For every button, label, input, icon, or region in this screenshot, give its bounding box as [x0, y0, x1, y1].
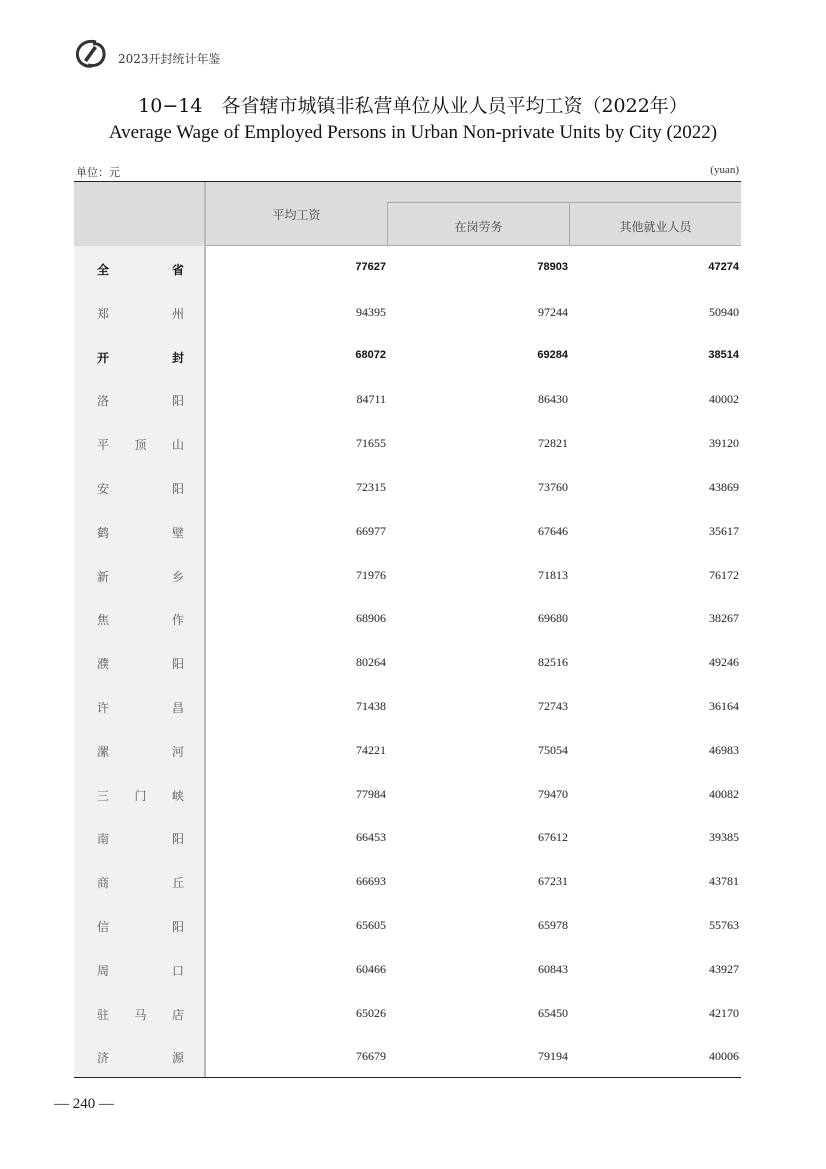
other-employed-cell: 43781 — [709, 874, 739, 889]
city-name-char: 新 — [97, 569, 110, 584]
city-name-char: 洛 — [97, 394, 110, 409]
average-wage-cell: 66453 — [356, 830, 386, 845]
other-employed-cell: 46983 — [709, 742, 739, 757]
city-name — [97, 830, 184, 847]
city-name-char: 平 — [97, 438, 110, 453]
city-name-char: 商 — [97, 876, 110, 891]
city-name-char: 源 — [171, 1051, 184, 1066]
average-wage-cell: 66977 — [356, 523, 386, 538]
other-employed-cell: 42170 — [709, 1005, 739, 1020]
city-name-char: 丘 — [171, 876, 184, 891]
city-name-char: 全 — [97, 263, 110, 277]
average-wage-cell: 80264 — [356, 655, 386, 670]
table-row — [74, 991, 741, 1035]
city-name-char: 阳 — [171, 394, 184, 409]
city-name-char: 驻 — [97, 1007, 110, 1022]
table-row — [74, 421, 741, 465]
other-employed-cell: 55763 — [709, 917, 739, 932]
other-employed-cell: 40082 — [709, 786, 739, 801]
subheader-rule — [387, 202, 741, 203]
city-name-char: 鹤 — [97, 525, 110, 540]
city-name — [97, 787, 184, 804]
city-name-char: 安 — [97, 481, 110, 496]
city-name-char: 许 — [97, 700, 110, 715]
city-name — [97, 1006, 184, 1023]
average-wage-cell: 65026 — [356, 1005, 386, 1020]
table-row — [74, 903, 741, 947]
city-name-char: 濮 — [97, 657, 110, 672]
table-row — [74, 596, 741, 640]
average-wage-cell: 68072 — [355, 348, 386, 361]
city-name-char: 店 — [171, 1007, 184, 1022]
city-name-char: 郑 — [97, 306, 110, 321]
on-post-cell: 86430 — [538, 392, 568, 407]
other-employed-cell: 35617 — [709, 523, 739, 538]
city-name — [97, 480, 184, 497]
average-wage-cell: 71438 — [356, 698, 386, 713]
on-post-cell: 71813 — [538, 567, 568, 582]
on-post-cell: 82516 — [538, 655, 568, 670]
city-name — [97, 611, 184, 628]
yearbook-logo-icon — [74, 38, 108, 70]
on-post-cell: 73760 — [538, 479, 568, 494]
city-name — [97, 962, 184, 979]
column-header-other-employed: 其他就业人员 — [619, 220, 692, 234]
on-post-cell: 67646 — [538, 523, 568, 538]
table-row — [74, 553, 741, 597]
unit-label-english: (yuan) — [710, 164, 739, 176]
other-employed-cell: 36164 — [709, 698, 739, 713]
table-row — [74, 947, 741, 991]
table-row — [74, 772, 741, 816]
table-row — [74, 859, 741, 903]
table-row — [74, 815, 741, 859]
city-name-char: 焦 — [97, 613, 110, 628]
city-name — [97, 524, 184, 541]
column-header-average-wage: 平均工资 — [272, 208, 321, 222]
city-name-char: 信 — [97, 919, 110, 934]
city-name-char: 阳 — [171, 832, 184, 847]
on-post-cell: 72821 — [538, 436, 568, 451]
city-name — [97, 655, 184, 672]
city-name-char: 州 — [171, 306, 184, 321]
average-wage-cell: 77627 — [355, 261, 386, 273]
city-name-char: 壁 — [171, 525, 184, 540]
column-header-on-post: 在岗劳务 — [454, 220, 503, 234]
city-name-char: 开 — [97, 350, 110, 365]
city-name-char: 山 — [171, 438, 184, 453]
table-row — [74, 684, 741, 728]
table-row — [74, 377, 741, 421]
city-name — [97, 392, 184, 409]
city-name — [97, 436, 184, 453]
average-wage-cell: 68906 — [356, 611, 386, 626]
table-row — [74, 465, 741, 509]
city-name — [97, 918, 184, 935]
city-name — [97, 743, 184, 760]
on-post-cell: 60843 — [538, 961, 568, 976]
city-name — [97, 1049, 184, 1066]
average-wage-cell: 71655 — [356, 436, 386, 451]
table-row — [74, 728, 741, 772]
city-name-char: 马 — [134, 1007, 147, 1022]
city-name-char: 作 — [171, 613, 184, 628]
city-name-char: 南 — [97, 832, 110, 847]
city-name — [97, 699, 184, 716]
page-number: — 240 — — [54, 1096, 114, 1112]
city-name-char: 三 — [97, 788, 110, 803]
city-name-char: 漯 — [97, 744, 110, 759]
city-name — [97, 349, 184, 366]
city-name-char: 阳 — [171, 919, 184, 934]
city-name-char: 口 — [171, 963, 184, 978]
other-employed-cell: 49246 — [709, 655, 739, 670]
other-employed-cell: 43927 — [709, 961, 739, 976]
city-name — [97, 261, 184, 278]
on-post-cell: 79194 — [538, 1049, 568, 1064]
on-post-cell: 65978 — [538, 917, 568, 932]
other-employed-cell: 50940 — [709, 304, 739, 319]
city-name-char: 乡 — [171, 569, 184, 584]
city-name — [97, 568, 184, 585]
average-wage-cell: 84711 — [356, 392, 386, 407]
city-name — [97, 874, 184, 891]
other-employed-cell: 38267 — [709, 611, 739, 626]
on-post-cell: 78903 — [537, 261, 568, 273]
table-bottom-rule — [74, 1077, 741, 1078]
average-wage-cell: 66693 — [356, 874, 386, 889]
table-title-english: Average Wage of Employed Persons in Urban Non-private Units by City (2022) — [108, 122, 718, 143]
city-name-char: 顶 — [134, 438, 147, 453]
table-body — [74, 246, 741, 1078]
on-post-cell: 72743 — [538, 698, 568, 713]
table-row — [74, 290, 741, 334]
average-wage-cell: 60466 — [356, 961, 386, 976]
table-row — [74, 1034, 741, 1078]
city-name-char: 周 — [97, 963, 110, 978]
city-name-char: 省 — [171, 263, 184, 277]
on-post-cell: 65450 — [538, 1005, 568, 1020]
other-employed-cell: 39385 — [709, 830, 739, 845]
city-name-char: 河 — [171, 744, 184, 759]
average-wage-cell: 71976 — [356, 567, 386, 582]
city-name-char: 门 — [134, 788, 147, 803]
average-wage-cell: 77984 — [356, 786, 386, 801]
average-wage-cell: 76679 — [356, 1049, 386, 1064]
average-wage-cell: 72315 — [356, 479, 386, 494]
other-employed-cell: 47274 — [708, 261, 739, 273]
on-post-cell: 67231 — [538, 874, 568, 889]
on-post-cell: 75054 — [538, 742, 568, 757]
yearbook-running-header: 2023开封统计年鉴 — [118, 52, 221, 66]
city-name — [97, 305, 184, 322]
table-row — [74, 334, 741, 378]
on-post-cell: 69680 — [538, 611, 568, 626]
average-wage-cell: 94395 — [356, 304, 386, 319]
city-name-char: 峡 — [171, 788, 184, 803]
table-header-background — [74, 182, 741, 246]
other-employed-cell: 39120 — [709, 436, 739, 451]
average-wage-cell: 74221 — [356, 742, 386, 757]
on-post-cell: 67612 — [538, 830, 568, 845]
other-employed-cell: 40006 — [709, 1049, 739, 1064]
table-title-chinese: 10−14 各省辖市城镇非私营单位从业人员平均工资（2022年） — [138, 95, 688, 117]
unit-label-chinese: 单位：元 — [76, 166, 120, 179]
city-name-char: 阳 — [171, 481, 184, 496]
other-employed-cell: 40002 — [709, 392, 739, 407]
other-employed-cell: 76172 — [709, 567, 739, 582]
city-name-char: 济 — [97, 1051, 110, 1066]
table-row — [74, 246, 741, 290]
table-row — [74, 509, 741, 553]
city-name-char: 封 — [171, 350, 184, 365]
average-wage-cell: 65605 — [356, 917, 386, 932]
table-row — [74, 640, 741, 684]
on-post-cell: 97244 — [538, 304, 568, 319]
city-name-char: 阳 — [171, 657, 184, 672]
on-post-cell: 79470 — [538, 786, 568, 801]
city-name-char: 昌 — [171, 700, 184, 715]
on-post-cell: 69284 — [537, 348, 568, 361]
other-employed-cell: 43869 — [709, 479, 739, 494]
other-employed-cell: 38514 — [708, 348, 739, 361]
